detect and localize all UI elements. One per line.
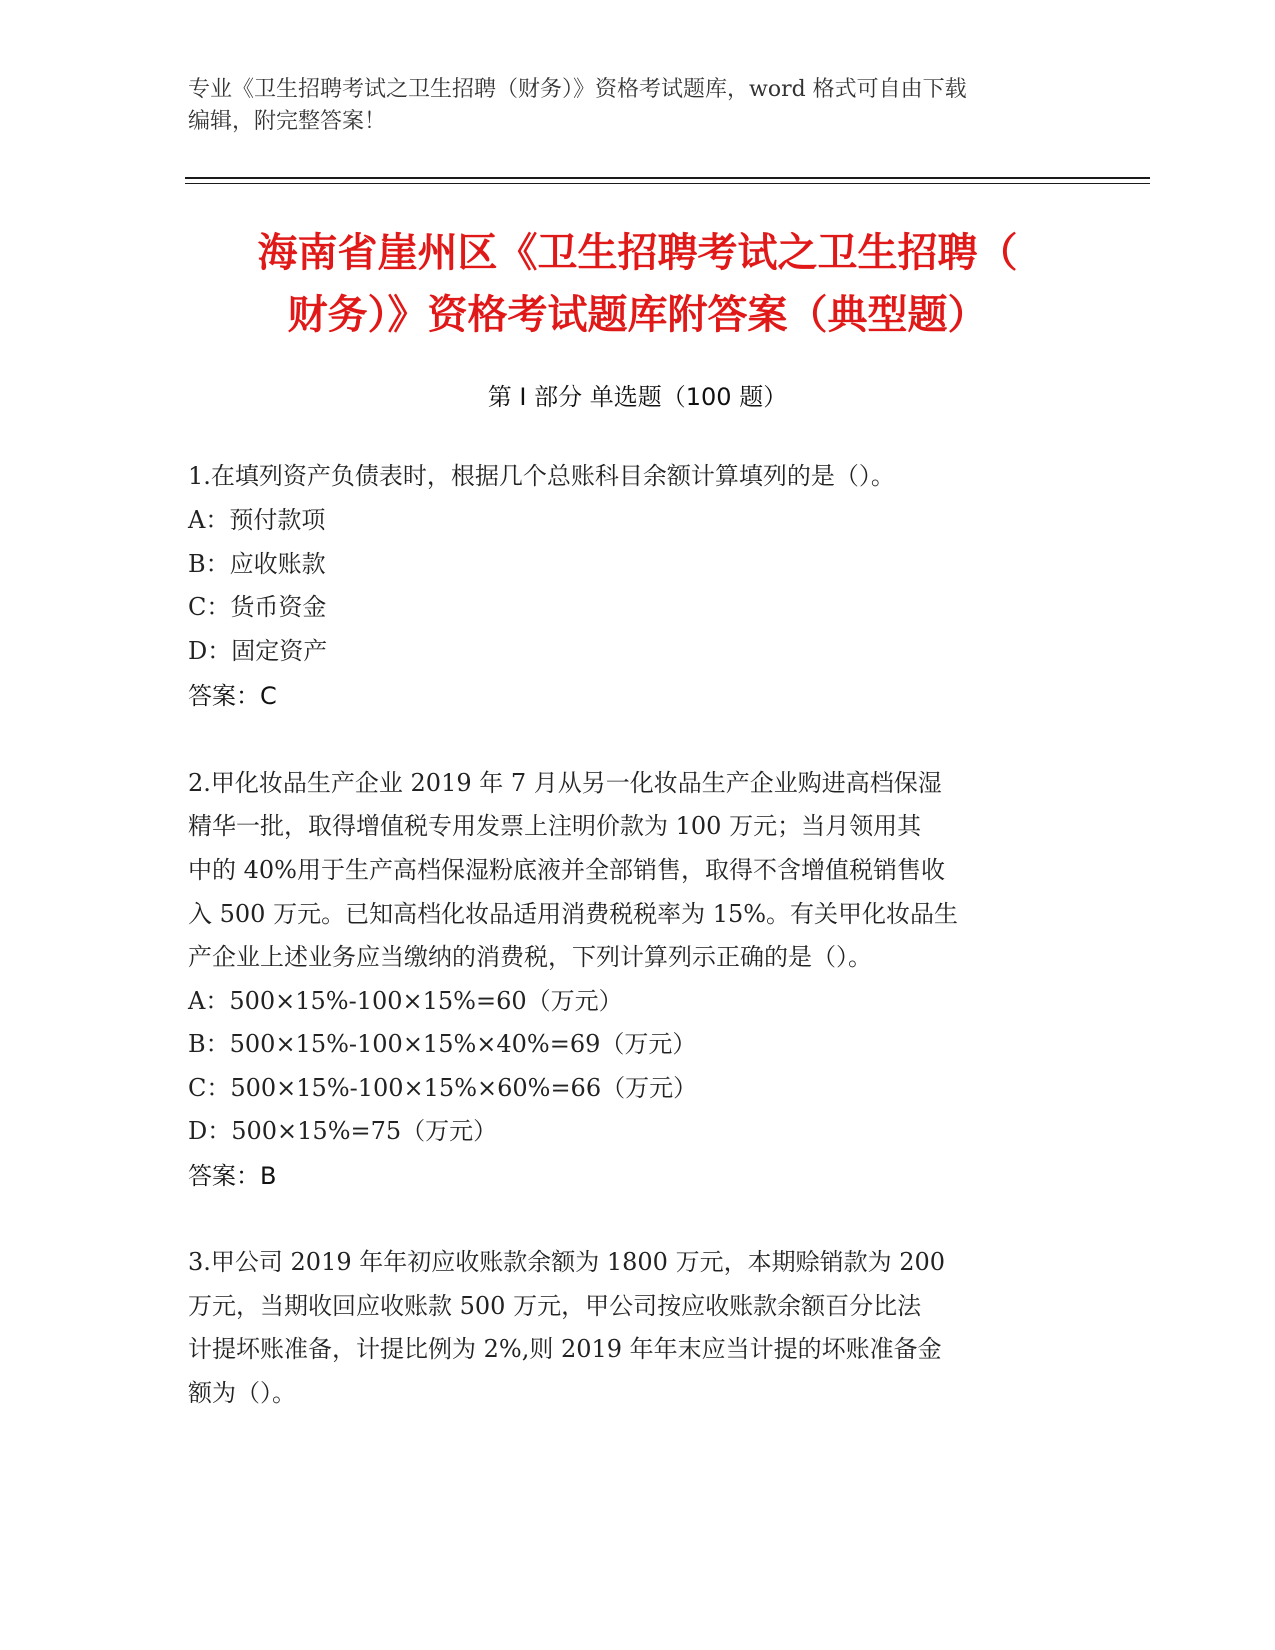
question-1-answer: 答案：C xyxy=(188,682,277,710)
header-line: 编辑，附完整答案！ xyxy=(188,109,387,134)
header-note xyxy=(188,74,1088,138)
question-2-option-b: B：500×15%-100×15%×40%=69（万元） xyxy=(188,1030,697,1058)
question-3-stem-line: 额为（）。 xyxy=(188,1379,296,1407)
question-2-stem-line: 产企业上述业务应当缴纳的消费税，下列计算列示正确的是（）。 xyxy=(188,943,872,971)
question-2-option-c: C：500×15%-100×15%×60%=66（万元） xyxy=(188,1074,698,1102)
header-line: 专业《卫生招聘考试之卫生招聘（财务）》资格考试题库，word 格式可自由下载 xyxy=(188,77,967,102)
question-1-option-c: C：货币资金 xyxy=(188,593,327,621)
question-2-answer: 答案：B xyxy=(188,1162,277,1190)
document-title xyxy=(140,222,1135,346)
question-3-stem-line: 计提坏账准备，计提比例为 2%,则 2019 年年末应当计提的坏账准备金 xyxy=(188,1335,942,1363)
question-1-option-a: A：预付款项 xyxy=(188,506,326,534)
question-2-option-a: A：500×15%-100×15%=60（万元） xyxy=(188,987,623,1015)
section-heading: 第 I 部分 单选题（100 题） xyxy=(487,383,788,411)
question-2-stem-line: 入 500 万元。已知高档化妆品适用消费税税率为 15%。有关甲化妆品生 xyxy=(188,900,959,928)
question-2-stem-line: 2.甲化妆品生产企业 2019 年 7 月从另一化妆品生产企业购进高档保湿 xyxy=(188,769,942,797)
question-2-stem-line: 中的 40%用于生产高档保湿粉底液并全部销售，取得不含增值税销售收 xyxy=(188,856,945,884)
question-2-stem-line: 精华一批，取得增值税专用发票上注明价款为 100 万元；当月领用其 xyxy=(188,812,922,840)
title-line: 海南省崖州区《卫生招聘考试之卫生招聘（ xyxy=(257,230,1018,276)
question-3-stem-line: 万元，当期收回应收账款 500 万元，甲公司按应收账款余额百分比法 xyxy=(188,1292,922,1320)
question-1-option-b: B：应收账款 xyxy=(188,550,326,578)
header-divider-thin xyxy=(185,183,1150,184)
question-2-option-d: D：500×15%=75（万元） xyxy=(188,1117,498,1145)
header-divider-thick xyxy=(185,177,1150,179)
question-1-option-d: D：固定资产 xyxy=(188,637,328,665)
question-3-stem-line: 3.甲公司 2019 年年初应收账款余额为 1800 万元，本期赊销款为 200 xyxy=(188,1248,946,1276)
question-1-stem: 1.在填列资产负债表时，根据几个总账科目余额计算填列的是（）。 xyxy=(188,462,895,490)
title-line: 财务）》资格考试题库附答案（典型题） xyxy=(287,292,988,338)
